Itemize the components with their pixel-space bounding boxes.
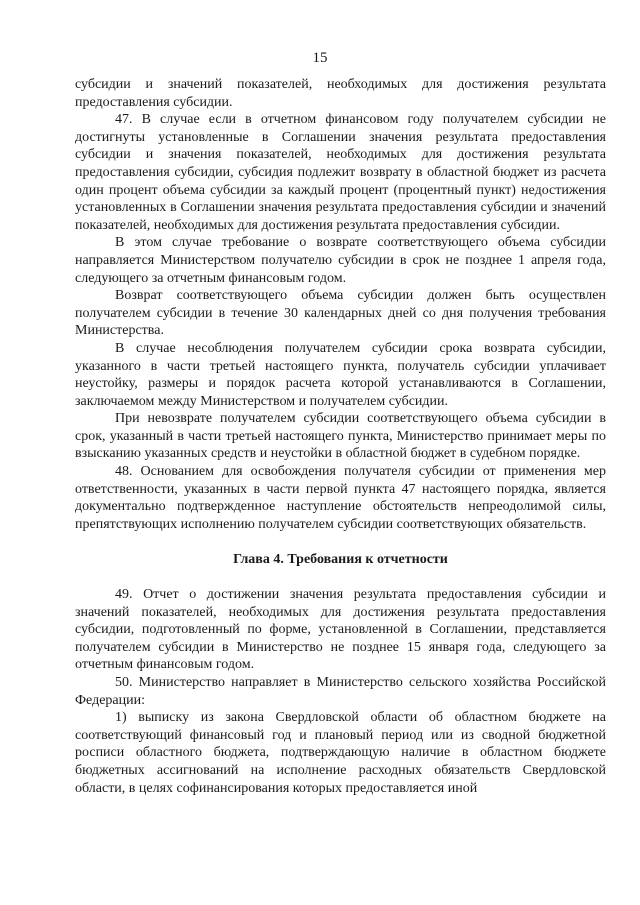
paragraph-47-part-5: При невозврате получателем субсидии соответствующего объема субсидии в срок, указанный в части третьей настоящего пункта, Министерство принимает меры по взысканию указанных средств и неустойки в областной бюджет в судебном порядке. [75, 411, 606, 462]
chapter-heading: Глава 4. Требования к отчетности [233, 552, 448, 568]
paragraph-50: 50. Министерство направляет в Министерство сельского хозяйства Российской Федерации: [75, 675, 606, 708]
paragraph-49: 49. Отчет о достижении значения результата предоставления субсидии и значений показателей, необходимых для достижения результата предоставления субсидии, подготовленный по форме, установленной в Соглашении, представляется получателем субсидии в Министерство не позднее 15 января года, следующего за отчетным финансовым годом. [75, 587, 606, 673]
paragraph-continuation: субсидии и значений показателей, необходимых для достижения результата предоставления субсидии. [75, 77, 606, 110]
document-body [75, 76, 606, 797]
paragraph-47: 47. В случае если в отчетном финансовом году получателем субсидии не достигнуты установленные в Соглашении значения результата предоставления субсидии и значения показателей, необходимых для достижения результата предоставления субсидии, субсидия подлежит возврату в областной бюджет из расчета один процент объема субсидии за каждый процент (процентный пункт) недостижения установленных в Соглашении значения результата предоставления субсидии и значений показателей, необходимых для достижения результата предоставления субсидии. [75, 112, 606, 233]
paragraph-47-part-4: В случае несоблюдения получателем субсидии срока возврата субсидии, указанного в части третьей настоящего пункта, получатель субсидии уплачивает неустойку, размеры и порядок расчета которой устанавливаются в Соглашении, заключаемом между Министерством и получателем субсидии. [75, 340, 606, 409]
paragraph-47-part-2: В этом случае требование о возврате соответствующего объема субсидии направляется Министерством получателю субсидии в срок не позднее 1 апреля года, следующего за отчетным финансовым годом. [75, 235, 606, 286]
page-number: 15 [312, 50, 328, 66]
paragraph-47-part-3: Возврат соответствующего объема субсидии должен быть осуществлен получателем субсидии в течение 30 календарных дней со дня получения требования Министерства. [75, 288, 606, 339]
paragraph-48: 48. Основанием для освобождения получателя субсидии от применения мер ответственности, указанных в части первой пункта 47 настоящего порядка, является документально подтвержденное наступление обстоятельств непреодолимой силы, препятствующих исполнению получателем субсидии соответствующих обязательств. [75, 464, 606, 532]
paragraph-50-item-1: 1) выписку из закона Свердловской области об областном бюджете на соответствующий финансовый год и плановый период или из сводной бюджетной росписи областного бюджета, подтверждающую наличие в областном бюджете бюджетных ассигнований на исполнение расходных обязательств Свердловской области, в целях софинансирования которых предоставляется иной [75, 710, 606, 796]
